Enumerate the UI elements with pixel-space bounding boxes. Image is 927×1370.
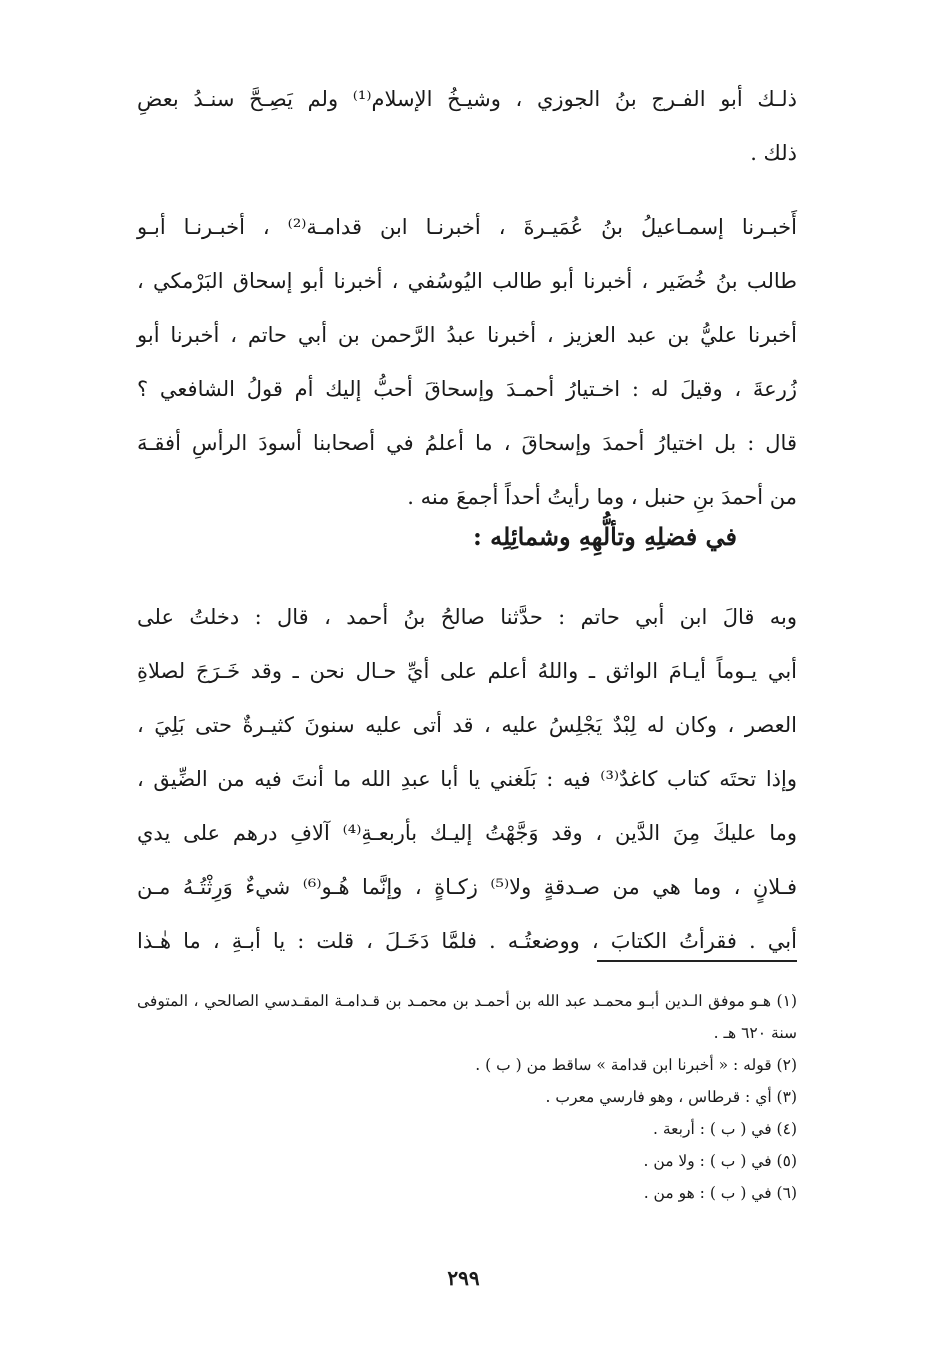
text-line: طالب بنُ خُضَير ، أخبرنا أبو طالب اليُوسُفي ، أخبرنا أبو إسحاق البَرْمكي ، bbox=[137, 269, 797, 293]
footnote-6: (٦) في ( ب ) : هو من . bbox=[643, 1184, 797, 1202]
text-line: زُرعةَ ، وقيلَ له : اخـتيارُ أحمـدَ وإسحاقَ أحبُّ إليك أم قولُ الشافعي ؟ bbox=[137, 377, 797, 401]
footnote-5: (٥) في ( ب ) : ولا من . bbox=[643, 1152, 797, 1170]
text-line: ذلـك أبو الفـرج بنُ الجوزي ، وشيـخُ الإسلام⁽¹⁾ ولم يَصِـحَّ سنـدُ بعضِ bbox=[137, 87, 797, 111]
text-line: وإذا تحتَه كتاب كاغدٌ⁽³⁾ فيه : بَلَغني يا أبا عبدِ الله ما أنتَ فيه من الضِّيق ، bbox=[137, 767, 797, 791]
text-line: ذلك . bbox=[750, 141, 797, 165]
text-line: وبه قالَ ابن أبي حاتم : حدَّثنا صالحُ بنُ أحمد ، قال : دخلتُ على bbox=[137, 605, 797, 629]
text-line: من أحمدَ بنِ حنبل ، وما رأيتُ أحداً أجمعَ منه . bbox=[407, 485, 797, 509]
footnote-1: (١) هـو موفق الـدين أبـو محمـد عبد الله بن أحمـد بن محمـد بن قـدامـة المقـدسي الصالحي ، المتوفى سنة ٦٢٠ هـ . bbox=[137, 992, 797, 1042]
paragraph-1 bbox=[137, 72, 797, 180]
text-line: أَخبـرنا إسمـاعيلُ بنُ عُمَيـرةَ ، أخبرنـا ابن قدامـة⁽²⁾ ، أخبـرنـا أبـو bbox=[137, 215, 797, 239]
footnote-2: (٢) قوله : « أخبرنا ابن قدامة » ساقط من ( ب ) . bbox=[475, 1056, 797, 1074]
footnote-4: (٤) في ( ب ) : أربعة . bbox=[653, 1120, 797, 1138]
text-line: العصر ، وكان له لِبْدٌ يَجْلِسُ عليه ، قد أتى عليه سنونَ كثيـرةٌ حتى بَلِيَ ، bbox=[137, 713, 797, 737]
text-line: وما عليكَ مِنَ الدَّين ، وقد وَجَّهْتُ إليـك بأربعـةِ⁽⁴⁾ آلافِ درهم على يدي bbox=[137, 821, 797, 845]
page-number: ٢٩٩ bbox=[447, 1266, 480, 1290]
text-line: أخبرنا عليُّ بن عبد العزيز ، أخبرنا عبدُ الرَّحمن بن أبي حاتم ، أخبرنا أبو bbox=[137, 323, 797, 347]
paragraph-3 bbox=[137, 590, 797, 968]
footnotes bbox=[137, 985, 797, 1209]
text-line: أبي . فقرأتُ الكتابَ ، ووضعتُـه . فلمَّا دَخَـلَ ، قلت : يا أبـةِ ، ما هٰـذا bbox=[137, 929, 797, 953]
section-heading: في فضلِهِ وتألُّهِهِ وشمائِلِه : bbox=[472, 522, 737, 551]
footnote-separator bbox=[597, 960, 797, 962]
text-line: أبي يـوماً أيـامَ الواثق ـ واللهُ أعلم على أيِّ حـال نحن ـ وقد خَـرَجَ لصلاةِ bbox=[137, 659, 797, 683]
paragraph-2 bbox=[137, 200, 797, 524]
footnote-3: (٣) أي : قرطاس ، وهو فارسي معرب . bbox=[545, 1088, 797, 1106]
text-line: فـلانٍ ، وما هي من صـدقةٍ ولا⁽⁵⁾ زكـاةٍ ، وإنَّما هُـو⁽⁶⁾ شيءٌ وَرِثْتُـهُ مـن bbox=[137, 875, 798, 899]
text-line: قال : بل اختيارُ أحمدَ وإسحاقَ ، ما أعلمُ في أصحابنا أسودَ الرأسِ أفقـهَ bbox=[137, 431, 797, 455]
